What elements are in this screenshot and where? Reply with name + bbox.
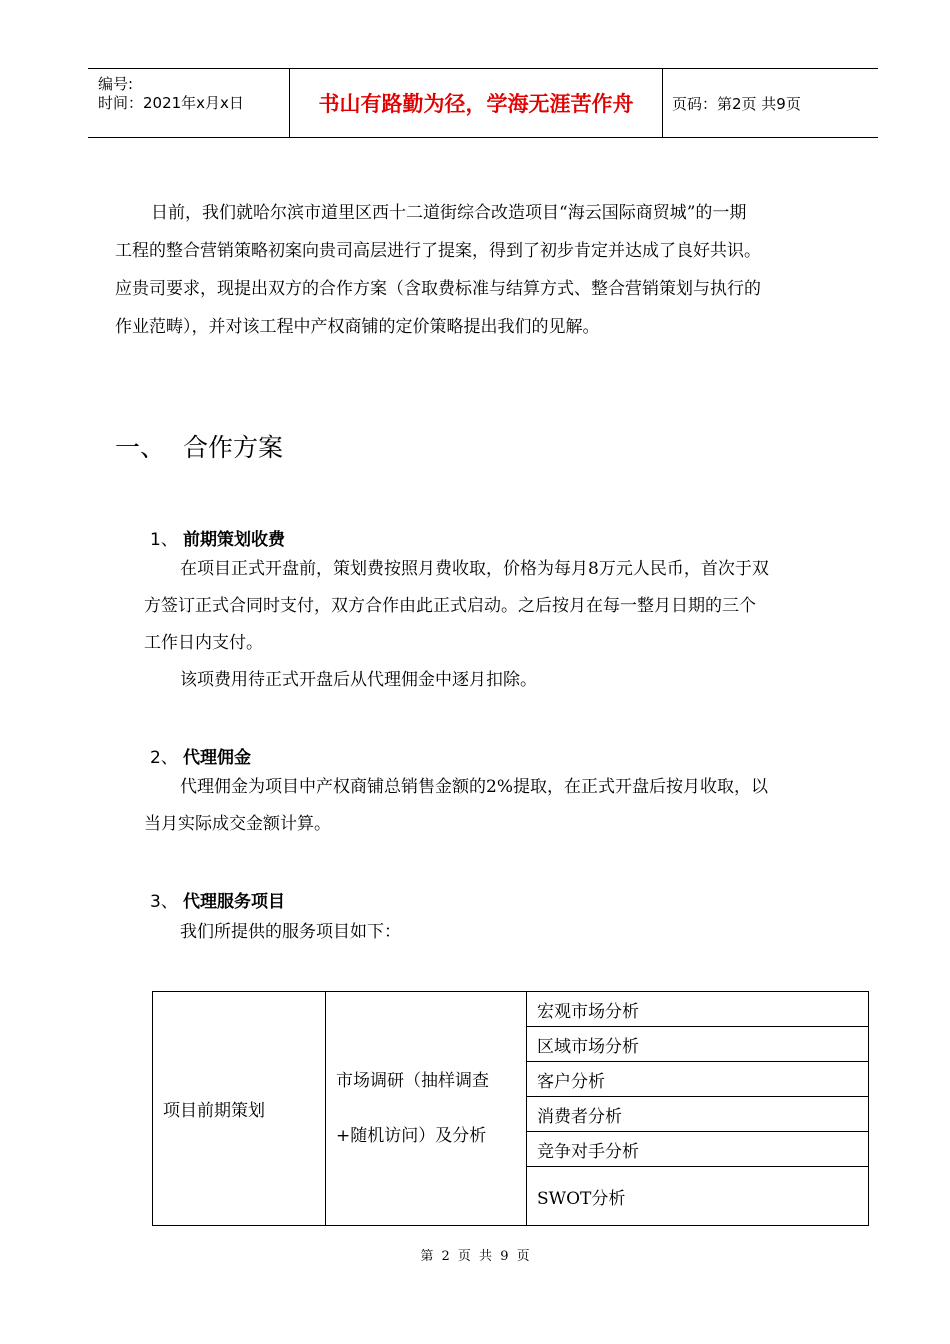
section-heading	[115, 428, 283, 468]
subsection-heading-2	[150, 743, 251, 768]
subsection-heading-3	[150, 887, 285, 912]
document-time-label: 时间：2021年x月x日	[98, 94, 244, 112]
section-number: 一、	[115, 433, 166, 462]
subsection-number: 2、	[150, 748, 178, 768]
table-cell-item: SWOT分析	[527, 1167, 869, 1226]
table-cell-item: 宏观市场分析	[527, 992, 869, 1027]
subsection-title: 代理佣金	[183, 748, 251, 768]
body-line: 方签订正式合同时支付，双方合作由此正式启动。之后按月在每一整月日期的三个	[144, 596, 756, 616]
subsection-body-3	[144, 914, 856, 951]
table-cell-item: 竞争对手分析	[527, 1132, 869, 1167]
body-line: 该项费用待正式开盘后从代理佣金中逐月扣除。	[180, 670, 537, 690]
subsection-body-2	[144, 769, 856, 843]
subsection-number: 3、	[150, 892, 178, 912]
intro-line: 日前，我们就哈尔滨市道里区西十二道街综合改造项目“海云国际商贸城”的一期	[151, 203, 747, 223]
page-footer: 第 2 页 共 9 页	[420, 1249, 530, 1264]
body-line: 工作日内支付。	[144, 633, 263, 653]
table-cell-item: 消费者分析	[527, 1097, 869, 1132]
service-table	[152, 991, 869, 1226]
body-line: 在项目正式开盘前，策划费按照月费收取，价格为每月8万元人民币，首次于双	[180, 559, 769, 579]
subsection-number: 1、	[150, 530, 178, 550]
intro-paragraph	[115, 194, 855, 346]
table-cell-item: 区域市场分析	[527, 1027, 869, 1062]
table-cell-subcategory	[326, 992, 527, 1226]
body-line: 代理佣金为项目中产权商铺总销售金额的2%提取，在正式开盘后按月收取，以	[180, 777, 768, 797]
intro-line: 工程的整合营销策略初案向贵司高层进行了提案，得到了初步肯定并达成了良好共识。	[115, 241, 761, 261]
subsection-title: 代理服务项目	[183, 892, 285, 912]
header-meta	[88, 69, 289, 137]
header-page-info: 页码：第2页 共9页	[672, 94, 801, 113]
document-number-label: 编号:	[98, 75, 134, 93]
body-line: 当月实际成交金额计算。	[144, 814, 331, 834]
page-header	[88, 68, 878, 138]
section-title: 合作方案	[183, 433, 284, 462]
subsection-heading-1	[150, 525, 285, 550]
motto-text: 书山有路勤为径，学海无涯苦作舟	[318, 92, 634, 116]
subcategory-line: +随机访问）及分析	[336, 1125, 487, 1146]
header-motto	[289, 69, 663, 137]
table-cell-category: 项目前期策划	[153, 992, 326, 1226]
subcategory-line: 市场调研（抽样调查	[336, 1070, 489, 1091]
body-line: 我们所提供的服务项目如下：	[180, 922, 401, 942]
subsection-body-1	[144, 551, 856, 699]
intro-line: 应贵司要求，现提出双方的合作方案（含取费标准与结算方式、整合营销策划与执行的	[115, 279, 761, 299]
table-row	[153, 992, 869, 1027]
table-cell-item: 客户分析	[527, 1062, 869, 1097]
intro-line: 作业范畴），并对该工程中产权商铺的定价策略提出我们的见解。	[115, 317, 600, 337]
subsection-title: 前期策划收费	[183, 530, 285, 550]
